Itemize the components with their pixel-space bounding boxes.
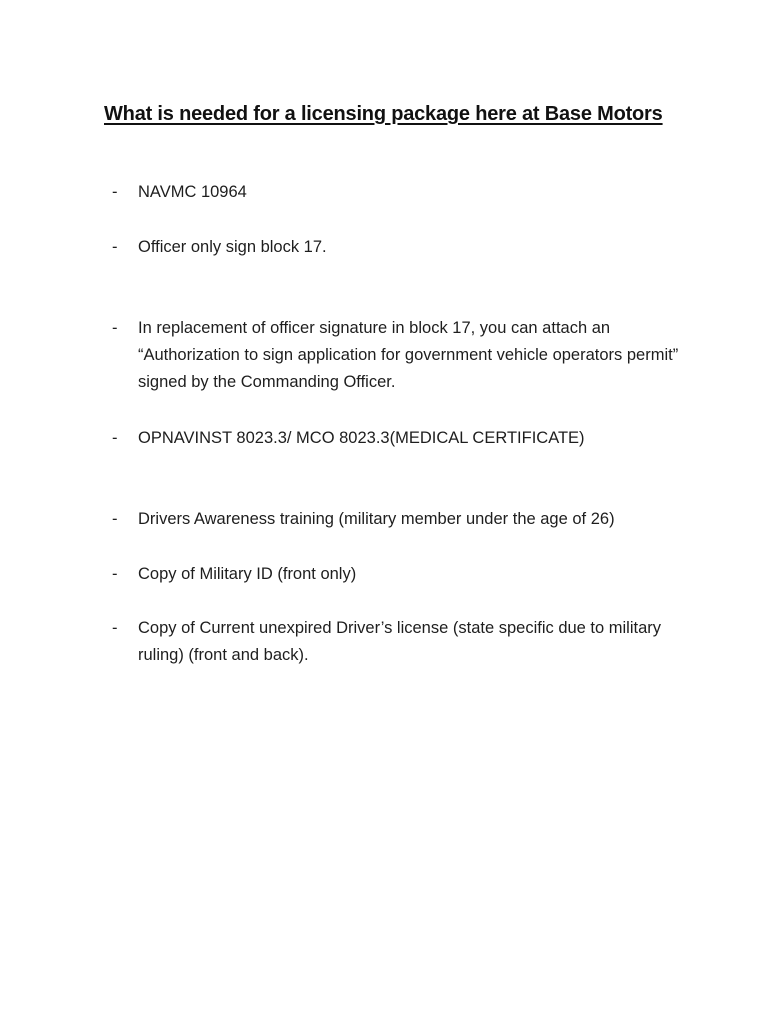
list-item-officer-sign <box>112 234 702 261</box>
list-item-navmc <box>112 179 702 206</box>
list-item-military-id <box>112 561 702 588</box>
page-title: What is needed for a licensing package here at Base Motors <box>104 103 663 125</box>
bullet-dash: - <box>112 510 118 528</box>
bullet-dash: - <box>112 619 118 637</box>
bullet-dash: - <box>112 183 118 201</box>
list-item-text: Copy of Current unexpired Driver’s license (state specific due to military ruling) (front and back). <box>138 619 662 664</box>
list-item-text: Drivers Awareness training (military member under the age of 26) <box>138 510 615 528</box>
list-item-text: Officer only sign block 17. <box>138 238 327 256</box>
list-item-text: Copy of Military ID (front only) <box>138 565 357 583</box>
list-item-text: In replacement of officer signature in block 17, you can attach an “Authorization to sign application for government vehicle operators permit” signed by the Commanding Officer. <box>138 319 679 391</box>
bullet-dash: - <box>112 319 118 337</box>
list-item-medical-certificate <box>112 425 702 452</box>
bullet-dash: - <box>112 238 118 256</box>
bullet-dash: - <box>112 565 118 583</box>
bullet-dash: - <box>112 429 118 447</box>
list-item-text: OPNAVINST 8023.3/ MCO 8023.3(MEDICAL CERTIFICATE) <box>138 429 585 447</box>
list-item-drivers-awareness <box>112 506 702 533</box>
list-item-text: NAVMC 10964 <box>138 183 247 201</box>
list-item-drivers-license <box>112 615 702 669</box>
list-item-authorization <box>112 315 702 396</box>
